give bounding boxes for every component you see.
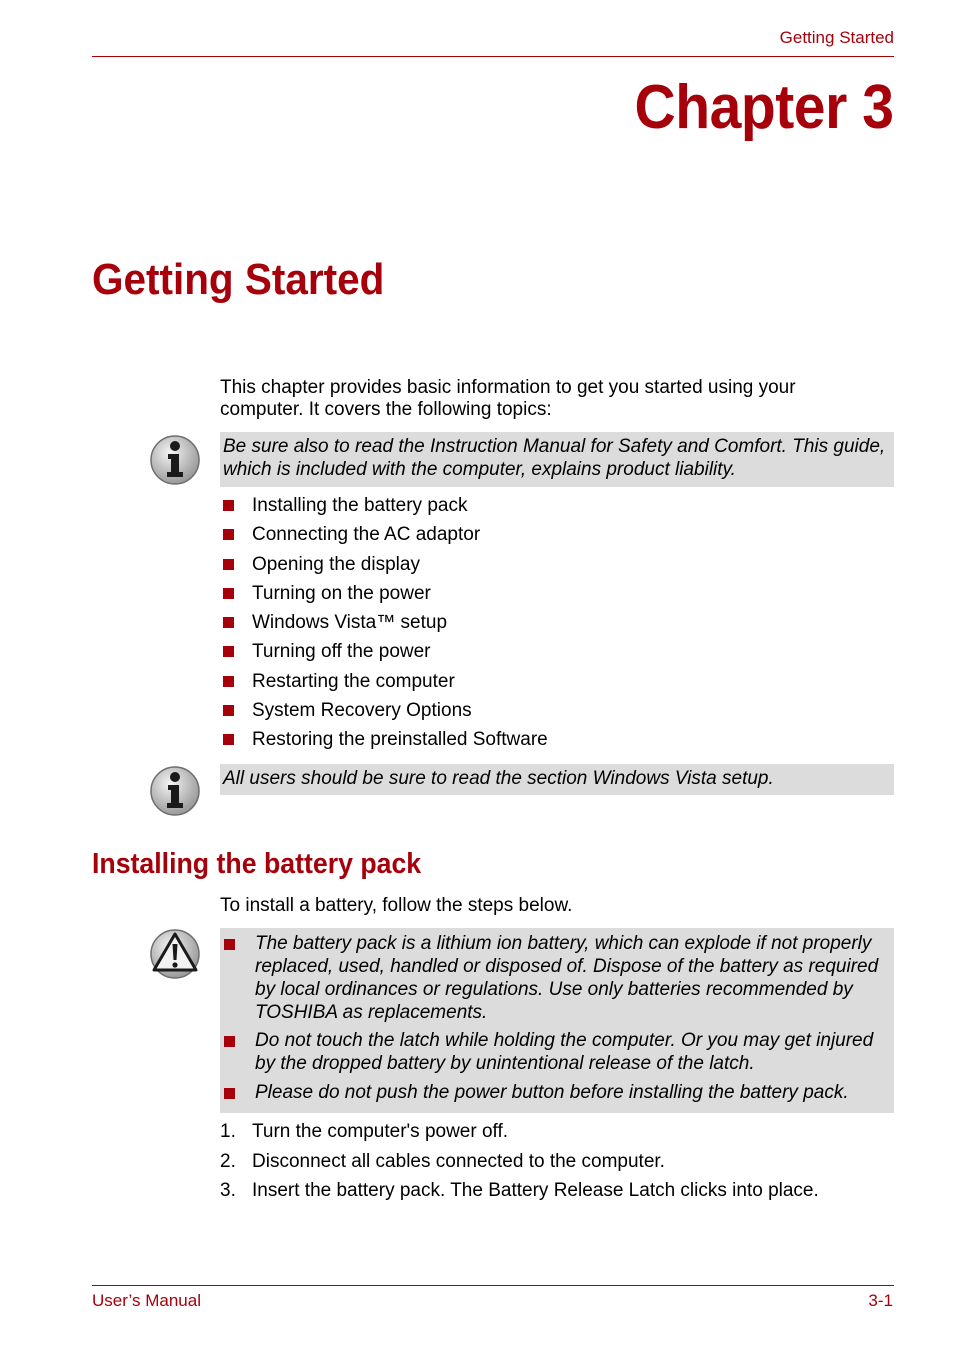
bullet-icon <box>223 559 234 570</box>
note-box <box>220 432 894 487</box>
list-item: Turning on the power <box>220 581 548 610</box>
footer-rule <box>92 1285 894 1286</box>
info-icon <box>149 434 201 486</box>
warning-icon <box>149 928 201 980</box>
page-number: 3-1 <box>868 1291 893 1310</box>
bullet-icon <box>223 588 234 599</box>
list-item: Opening the display <box>220 552 548 581</box>
list-item: Connecting the AC adaptor <box>220 522 548 551</box>
note-text: All users should be sure to read the section Windows Vista setup. <box>223 768 774 789</box>
bullet-icon <box>224 939 235 950</box>
bullet-icon <box>224 1088 235 1099</box>
bullet-icon <box>224 1036 235 1047</box>
bullet-icon <box>223 500 234 511</box>
step-item: 3. Insert the battery pack. The Battery Release Latch clicks into place. <box>220 1180 819 1201</box>
steps-list <box>220 1120 819 1209</box>
footer-title: User’s Manual <box>92 1291 201 1310</box>
section-title: Getting Started <box>92 255 385 304</box>
bullet-icon <box>223 617 234 628</box>
list-item: Restarting the computer <box>220 669 548 698</box>
list-item: Restoring the preinstalled Software <box>220 727 548 756</box>
bullet-icon <box>223 734 234 745</box>
list-item: Windows Vista™ setup <box>220 610 548 639</box>
subsection-title: Installing the battery pack <box>92 848 422 880</box>
note-box <box>220 764 894 795</box>
bullet-icon <box>223 676 234 687</box>
step-item: 1. Turn the computer's power off. <box>220 1121 509 1142</box>
note-text: Be sure also to read the Instruction Manual for Safety and Comfort. This guide, which is included with the computer, explains product liability. <box>223 436 886 480</box>
intro-paragraph: This chapter provides basic information to get you started using your computer. It covers the following topics: <box>220 377 796 420</box>
header-rule <box>92 56 894 57</box>
bullet-icon <box>223 705 234 716</box>
bullet-icon <box>223 646 234 657</box>
bullet-icon <box>223 529 234 540</box>
subsection-intro: To install a battery, follow the steps below. <box>220 895 573 916</box>
topics-list <box>220 493 548 757</box>
list-item: Turning off the power <box>220 639 548 668</box>
list-item: System Recovery Options <box>220 698 548 727</box>
running-header: Getting Started <box>779 28 894 47</box>
chapter-title: Chapter 3 <box>634 73 893 142</box>
step-item: 2. Disconnect all cables connected to the computer. <box>220 1150 665 1172</box>
info-icon <box>149 765 201 817</box>
list-item: Installing the battery pack <box>220 493 548 522</box>
warning-box: The battery pack is a lithium ion battery, which can explode if not properly replaced, used, handled or disposed of. Dispose of the battery as required by local ordinances or regulations. Use only batteries recommended by TOSHIBA as replacements. Do not touch the latch while holding the computer. Or you may get injured by the dropped battery by unintentional release of the latch. Please do not push the power button before installing the battery pack. <box>220 928 894 1113</box>
